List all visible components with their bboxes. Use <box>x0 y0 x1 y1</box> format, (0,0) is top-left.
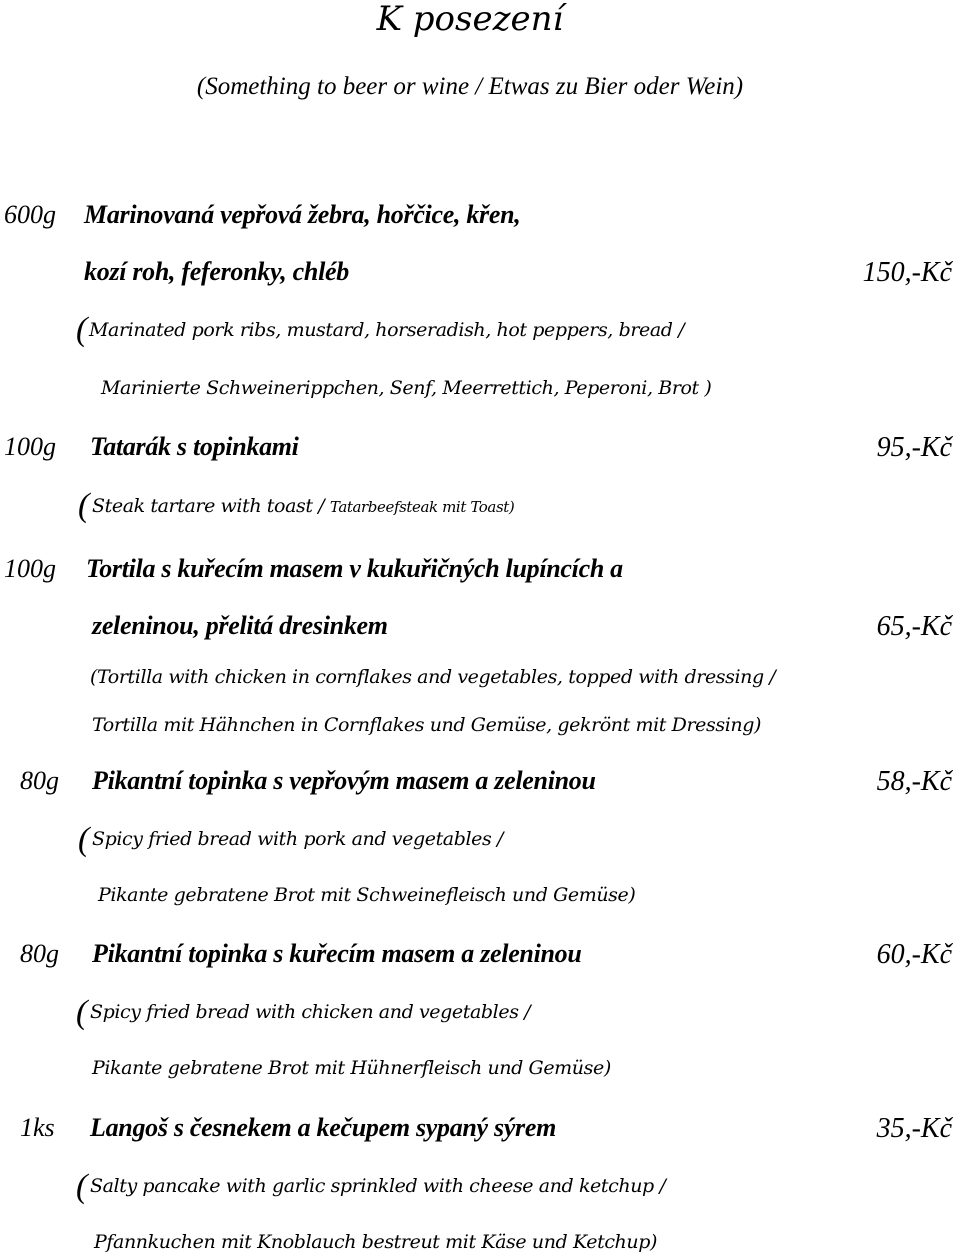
item-name-line1: Pikantní topinka s kuřecím masem a zeleninou <box>92 939 582 968</box>
item-name-line1: Pikantní topinka s vepřovým masem a zeleninou <box>92 766 596 795</box>
open-paren: ( <box>76 1168 88 1205</box>
item-desc-line2: Pikante gebratene Brot mit Schweinefleisch und Gemüse) <box>98 884 636 906</box>
item-desc-line2: Pikante gebratene Brot mit Hühnerfleisch und Gemüse) <box>92 1057 611 1079</box>
item-weight: 100g <box>4 432 56 461</box>
page-subtitle: (Something to beer or wine / Etwas zu Bier oder Wein) <box>196 73 744 100</box>
item-name-line1: Marinovaná vepřová žebra, hořčice, křen, <box>84 200 521 229</box>
item-name-line1: Langoš s česnekem a kečupem sypaný sýrem <box>90 1113 557 1142</box>
item-weight: 80g <box>20 766 59 795</box>
item-price: 95,-Kč <box>876 432 952 463</box>
item-price: 35,-Kč <box>876 1113 952 1144</box>
item-weight: 80g <box>20 939 59 968</box>
item-name-line1: Tortila s kuřecím masem v kukuřičných lupíncích a <box>86 554 623 583</box>
item-price: 150,-Kč <box>862 257 952 288</box>
item-name-line1: Tatarák s topinkami <box>90 432 299 461</box>
item-desc-de: Tatarbeefsteak mit Toast) <box>329 498 515 516</box>
item-price: 60,-Kč <box>876 939 952 970</box>
item-name-line2: kozí roh, feferonky, chléb <box>84 257 349 286</box>
open-paren: ( <box>78 821 90 858</box>
open-paren: ( <box>78 487 90 524</box>
item-desc-line2: Tortilla mit Hähnchen in Cornflakes und Gemüse, gekrönt mit Dressing) <box>92 714 762 736</box>
item-desc-line2: Pfannkuchen mit Knoblauch bestreut mit Käse und Ketchup) <box>94 1231 658 1253</box>
item-name-line2: zeleninou, přelitá dresinkem <box>92 611 388 640</box>
item-price: 58,-Kč <box>876 766 952 797</box>
page-title: K posezení <box>376 0 564 39</box>
item-weight: 1ks <box>20 1113 55 1142</box>
item-weight: 100g <box>4 554 56 583</box>
item-price: 65,-Kč <box>876 611 952 642</box>
item-desc-line1: Marinated pork ribs, mustard, horseradish, hot peppers, bread / <box>89 319 685 341</box>
open-paren: ( <box>76 311 88 348</box>
item-desc-en: Steak tartare with toast / <box>92 495 330 517</box>
item-desc-line2: Marinierte Schweinerippchen, Senf, Meerrettich, Peperoni, Brot ) <box>101 377 712 399</box>
item-weight: 600g <box>4 200 56 229</box>
item-desc-line1: Spicy fried bread with chicken and vegetables / <box>90 1001 531 1023</box>
item-desc-line1: (Tortilla with chicken in cornflakes and vegetables, topped with dressing / <box>90 666 776 688</box>
item-desc-line1 <box>92 497 514 516</box>
open-paren: ( <box>76 994 88 1031</box>
item-desc-line1: Salty pancake with garlic sprinkled with cheese and ketchup / <box>90 1175 666 1197</box>
item-desc-line1: Spicy fried bread with pork and vegetables / <box>92 828 504 850</box>
